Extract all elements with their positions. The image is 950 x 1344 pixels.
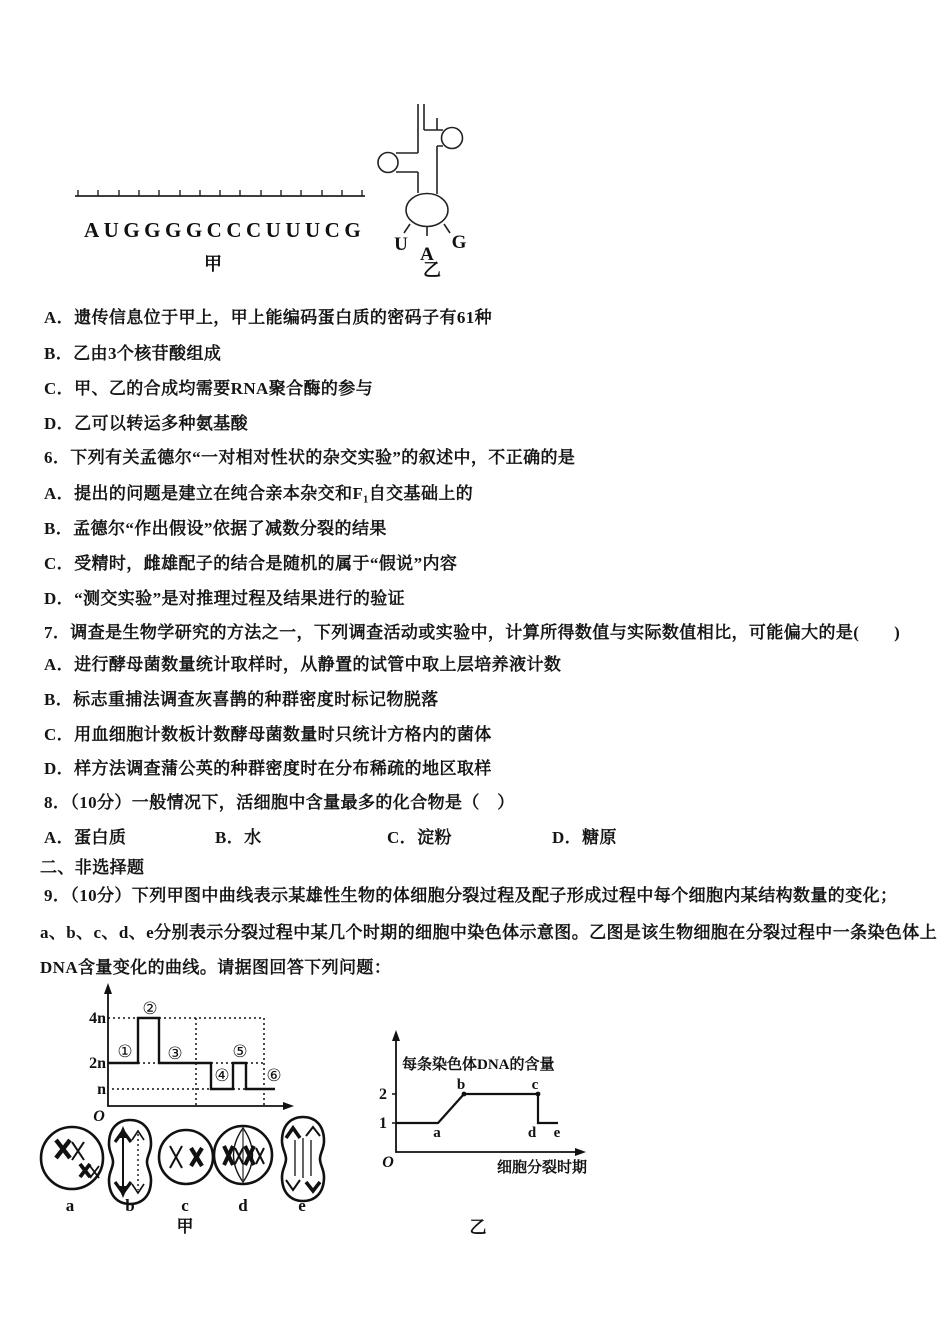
yi-point-c: c <box>531 1077 539 1093</box>
yi-x-axis-arrow <box>575 1148 586 1156</box>
q6-stem: 6．下列有关孟德尔“一对相对性状的杂交实验”的叙述中，不正确的是 <box>44 448 576 467</box>
q7-stem: 7．调查是生物学研究的方法之一，下列调查活动或实验中，计算所得数值与实际数值相比，可能偏大的是( ) <box>44 623 901 642</box>
q8-option-c: C．淀粉 <box>387 828 452 847</box>
figure-jia-caption: 甲 <box>176 1217 194 1236</box>
jia-ytick-n: n <box>97 1081 106 1098</box>
figure-mrna-trna <box>40 90 500 290</box>
jia-phase-3: ③ <box>167 1044 183 1063</box>
yi-point-d: d <box>527 1125 537 1141</box>
cell-label-e: e <box>298 1196 306 1215</box>
q9-stem-line-2: a、b、c、d、e分别表示分裂过程中某几个时期的细胞中染色体示意图。乙图是该生物细胞在分裂过程中一条染色体上 <box>40 923 938 942</box>
jia-phase-2: ② <box>142 999 158 1018</box>
anticodon-base-u: U <box>394 234 408 255</box>
q5-option-a: A．遗传信息位于甲上，甲上能编码蛋白质的密码子有61种 <box>44 308 493 327</box>
q6-option-a: A．提出的问题是建立在纯合亲本杂交和F₁自交基础上的 <box>44 484 474 503</box>
mrna-sequence: AUGGGGCCCUUUCG <box>84 218 366 242</box>
yi-ytick-2: 2 <box>379 1086 387 1103</box>
yi-ytick-1: 1 <box>379 1115 387 1132</box>
cell-e-diagram <box>282 1117 324 1201</box>
q5-option-c: C．甲、乙的合成均需要RNA聚合酶的参与 <box>44 379 374 398</box>
yi-xlabel: 细胞分裂时期 <box>496 1160 588 1176</box>
cell-label-d: d <box>238 1196 248 1215</box>
figure-cell-division-charts <box>30 980 650 1250</box>
jia-phase-4: ④ <box>214 1066 230 1085</box>
jia-phase-6: ⑥ <box>266 1066 282 1085</box>
yi-y-axis-arrow <box>392 1030 400 1041</box>
q7-option-d: D．样方法调查蒲公英的种群密度时在分布稀疏的地区取样 <box>44 759 492 778</box>
trna-caption: 乙 <box>423 260 441 280</box>
cell-b-diagram <box>109 1120 151 1204</box>
anticodon-base-a: A <box>420 244 434 265</box>
yi-curve <box>396 1094 558 1123</box>
cell-label-c: c <box>181 1196 189 1215</box>
jia-phase-5: ⑤ <box>232 1042 248 1061</box>
cell-a-diagram <box>41 1127 103 1189</box>
q9-stem-line-1: 9．（10分）下列甲图中曲线表示某雄性生物的体细胞分裂过程及配子形成过程中每个细胞内某结构数量的变化； <box>44 886 898 905</box>
yi-title: 每条染色体DNA的含量 <box>402 1057 555 1073</box>
q7-option-b: B．标志重捕法调查灰喜鹊的种群密度时标记物脱落 <box>44 690 439 709</box>
jia-origin-label: O <box>93 1108 105 1125</box>
cell-label-b: b <box>125 1196 135 1215</box>
q9-stem-line-3: DNA含量变化的曲线。请据图回答下列问题： <box>40 958 392 977</box>
jia-phase-1: ① <box>117 1042 133 1061</box>
cell-c-diagram <box>159 1130 213 1184</box>
q5-option-b: B．乙由3个核苷酸组成 <box>44 344 222 363</box>
yi-point-b: b <box>456 1077 466 1093</box>
yi-origin-label: O <box>382 1154 394 1171</box>
mrna-strand <box>75 190 365 274</box>
q7-option-a: A．进行酵母菌数量统计取样时，从静置的试管中取上层培养液计数 <box>44 655 562 674</box>
cell-d-diagram <box>214 1126 272 1184</box>
jia-ytick-2n: 2n <box>89 1055 106 1072</box>
jia-ytick-4n: 4n <box>89 1010 106 1027</box>
section-2-title: 二、非选择题 <box>40 858 145 877</box>
jia-x-axis-arrow <box>283 1102 294 1110</box>
figure-yi-caption: 乙 <box>469 1218 487 1237</box>
yi-point-a: a <box>433 1125 441 1141</box>
trna-structure <box>378 104 463 236</box>
jia-y-axis-arrow <box>104 983 112 994</box>
cell-label-a: a <box>65 1196 75 1215</box>
q8-option-b: B．水 <box>215 828 262 847</box>
q8-option-a: A．蛋白质 <box>44 828 127 847</box>
mrna-caption: 甲 <box>204 254 222 274</box>
anticodon-base-g: G <box>451 232 467 253</box>
q8-stem: 8．（10分）一般情况下，活细胞中含量最多的化合物是（ ） <box>44 793 515 812</box>
yi-point-e: e <box>553 1125 561 1141</box>
q6-option-c: C．受精时，雌雄配子的结合是随机的属于“假说”内容 <box>44 554 458 573</box>
q6-option-b: B．孟德尔“作出假设”依据了减数分裂的结果 <box>44 519 387 538</box>
jia-step-curve <box>108 1018 275 1089</box>
chart-jia <box>89 983 294 1125</box>
cell-diagrams <box>41 1117 324 1236</box>
q6-option-d: D．“测交实验”是对推理过程及结果进行的验证 <box>44 589 406 608</box>
chart-yi <box>379 1030 587 1237</box>
q5-option-d: D．乙可以转运多种氨基酸 <box>44 414 249 433</box>
q7-option-c: C．用血细胞计数板计数酵母菌数量时只统计方格内的菌体 <box>44 725 492 744</box>
q8-option-d: D．糖原 <box>552 828 617 847</box>
